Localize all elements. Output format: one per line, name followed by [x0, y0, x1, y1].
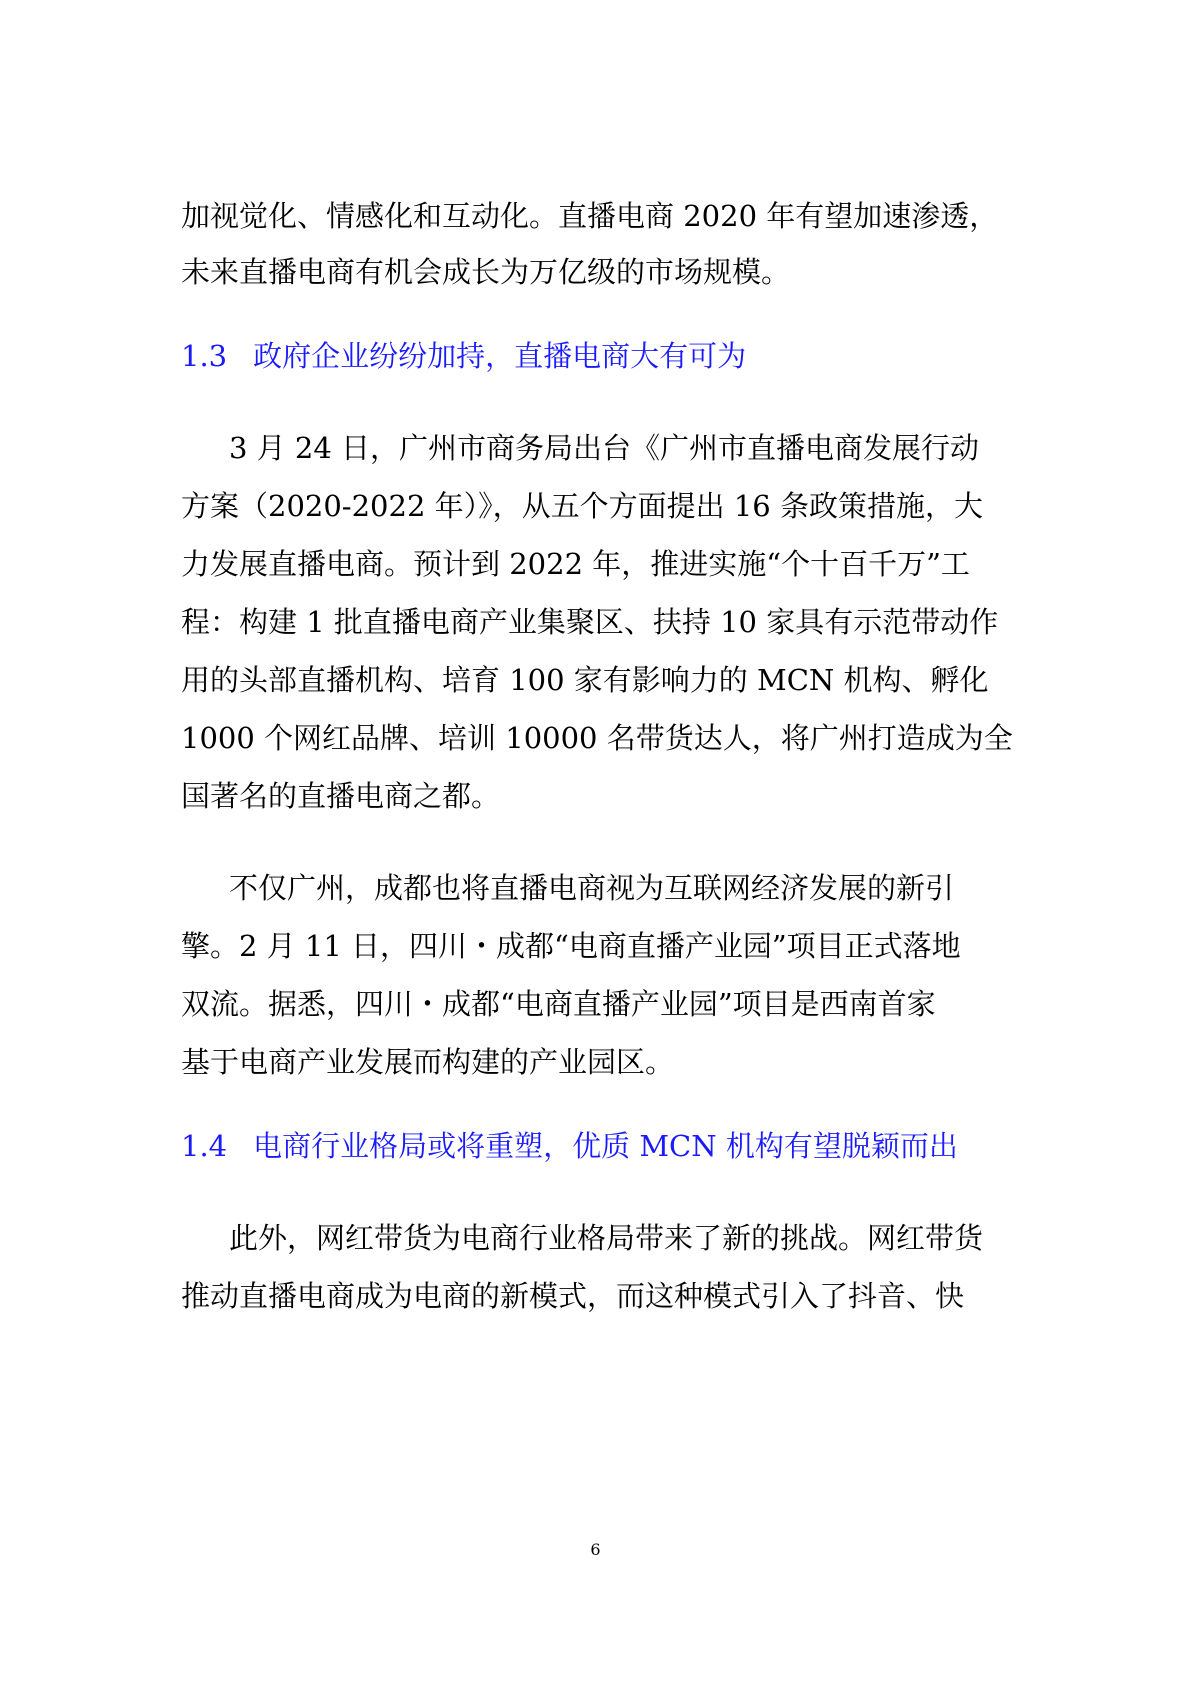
section-title: 政府企业纷纷加持，直播电商大有可为 [253, 339, 747, 373]
paragraph-2-line-4: 程：构建 1 批直播电商产业集聚区、扶持 10 家具有示范带动作 [181, 605, 999, 639]
paragraph-3-line-1: 不仅广州，成都也将直播电商视为互联网经济发展的新引 [229, 871, 955, 905]
paragraph-4-line-2: 推动直播电商成为电商的新模式，而这种模式引入了抖音、快 [181, 1279, 965, 1313]
paragraph-2-line-6: 1000 个网红品牌、培训 10000 名带货达人，将广州打造成为全 [181, 721, 1013, 755]
paragraph-3-line-4: 基于电商产业发展而构建的产业园区。 [181, 1045, 675, 1079]
page-number: 6 [590, 1540, 601, 1559]
paragraph-3-line-3: 双流。据悉，四川・成都“电商直播产业园”项目是西南首家 [181, 987, 936, 1021]
paragraph-3-line-2: 擎。2 月 11 日，四川・成都“电商直播产业园”项目正式落地 [181, 929, 961, 963]
paragraph-4-line-1: 此外，网红带货为电商行业格局带来了新的挑战。网红带货 [229, 1221, 984, 1255]
paragraph-1-line-2: 未来直播电商有机会成长为万亿级的市场规模。 [181, 255, 791, 289]
section-number: 1.3 [181, 339, 228, 373]
paragraph-1-line-1: 加视觉化、情感化和互动化。直播电商 2020 年有望加速渗透， [181, 199, 999, 233]
section-title: 电商行业格局或将重塑，优质 MCN 机构有望脱颖而出 [253, 1129, 958, 1163]
paragraph-2-line-7: 国著名的直播电商之都。 [181, 779, 501, 813]
section-number: 1.4 [181, 1129, 228, 1163]
section-heading-1-4 [181, 1128, 958, 1164]
paragraph-2-line-1: 3 月 24 日，广州市商务局出台《广州市直播电商发展行动 [229, 431, 980, 465]
section-heading-1-3 [181, 338, 746, 374]
paragraph-2-line-5: 用的头部直播机构、培育 100 家有影响力的 MCN 机构、孵化 [181, 663, 989, 697]
paragraph-2-line-2: 方案（2020-2022 年）》，从五个方面提出 16 条政策措施，大 [181, 489, 983, 523]
paragraph-2-line-3: 力发展直播电商。预计到 2022 年，推进实施“个十百千万”工 [181, 547, 970, 581]
